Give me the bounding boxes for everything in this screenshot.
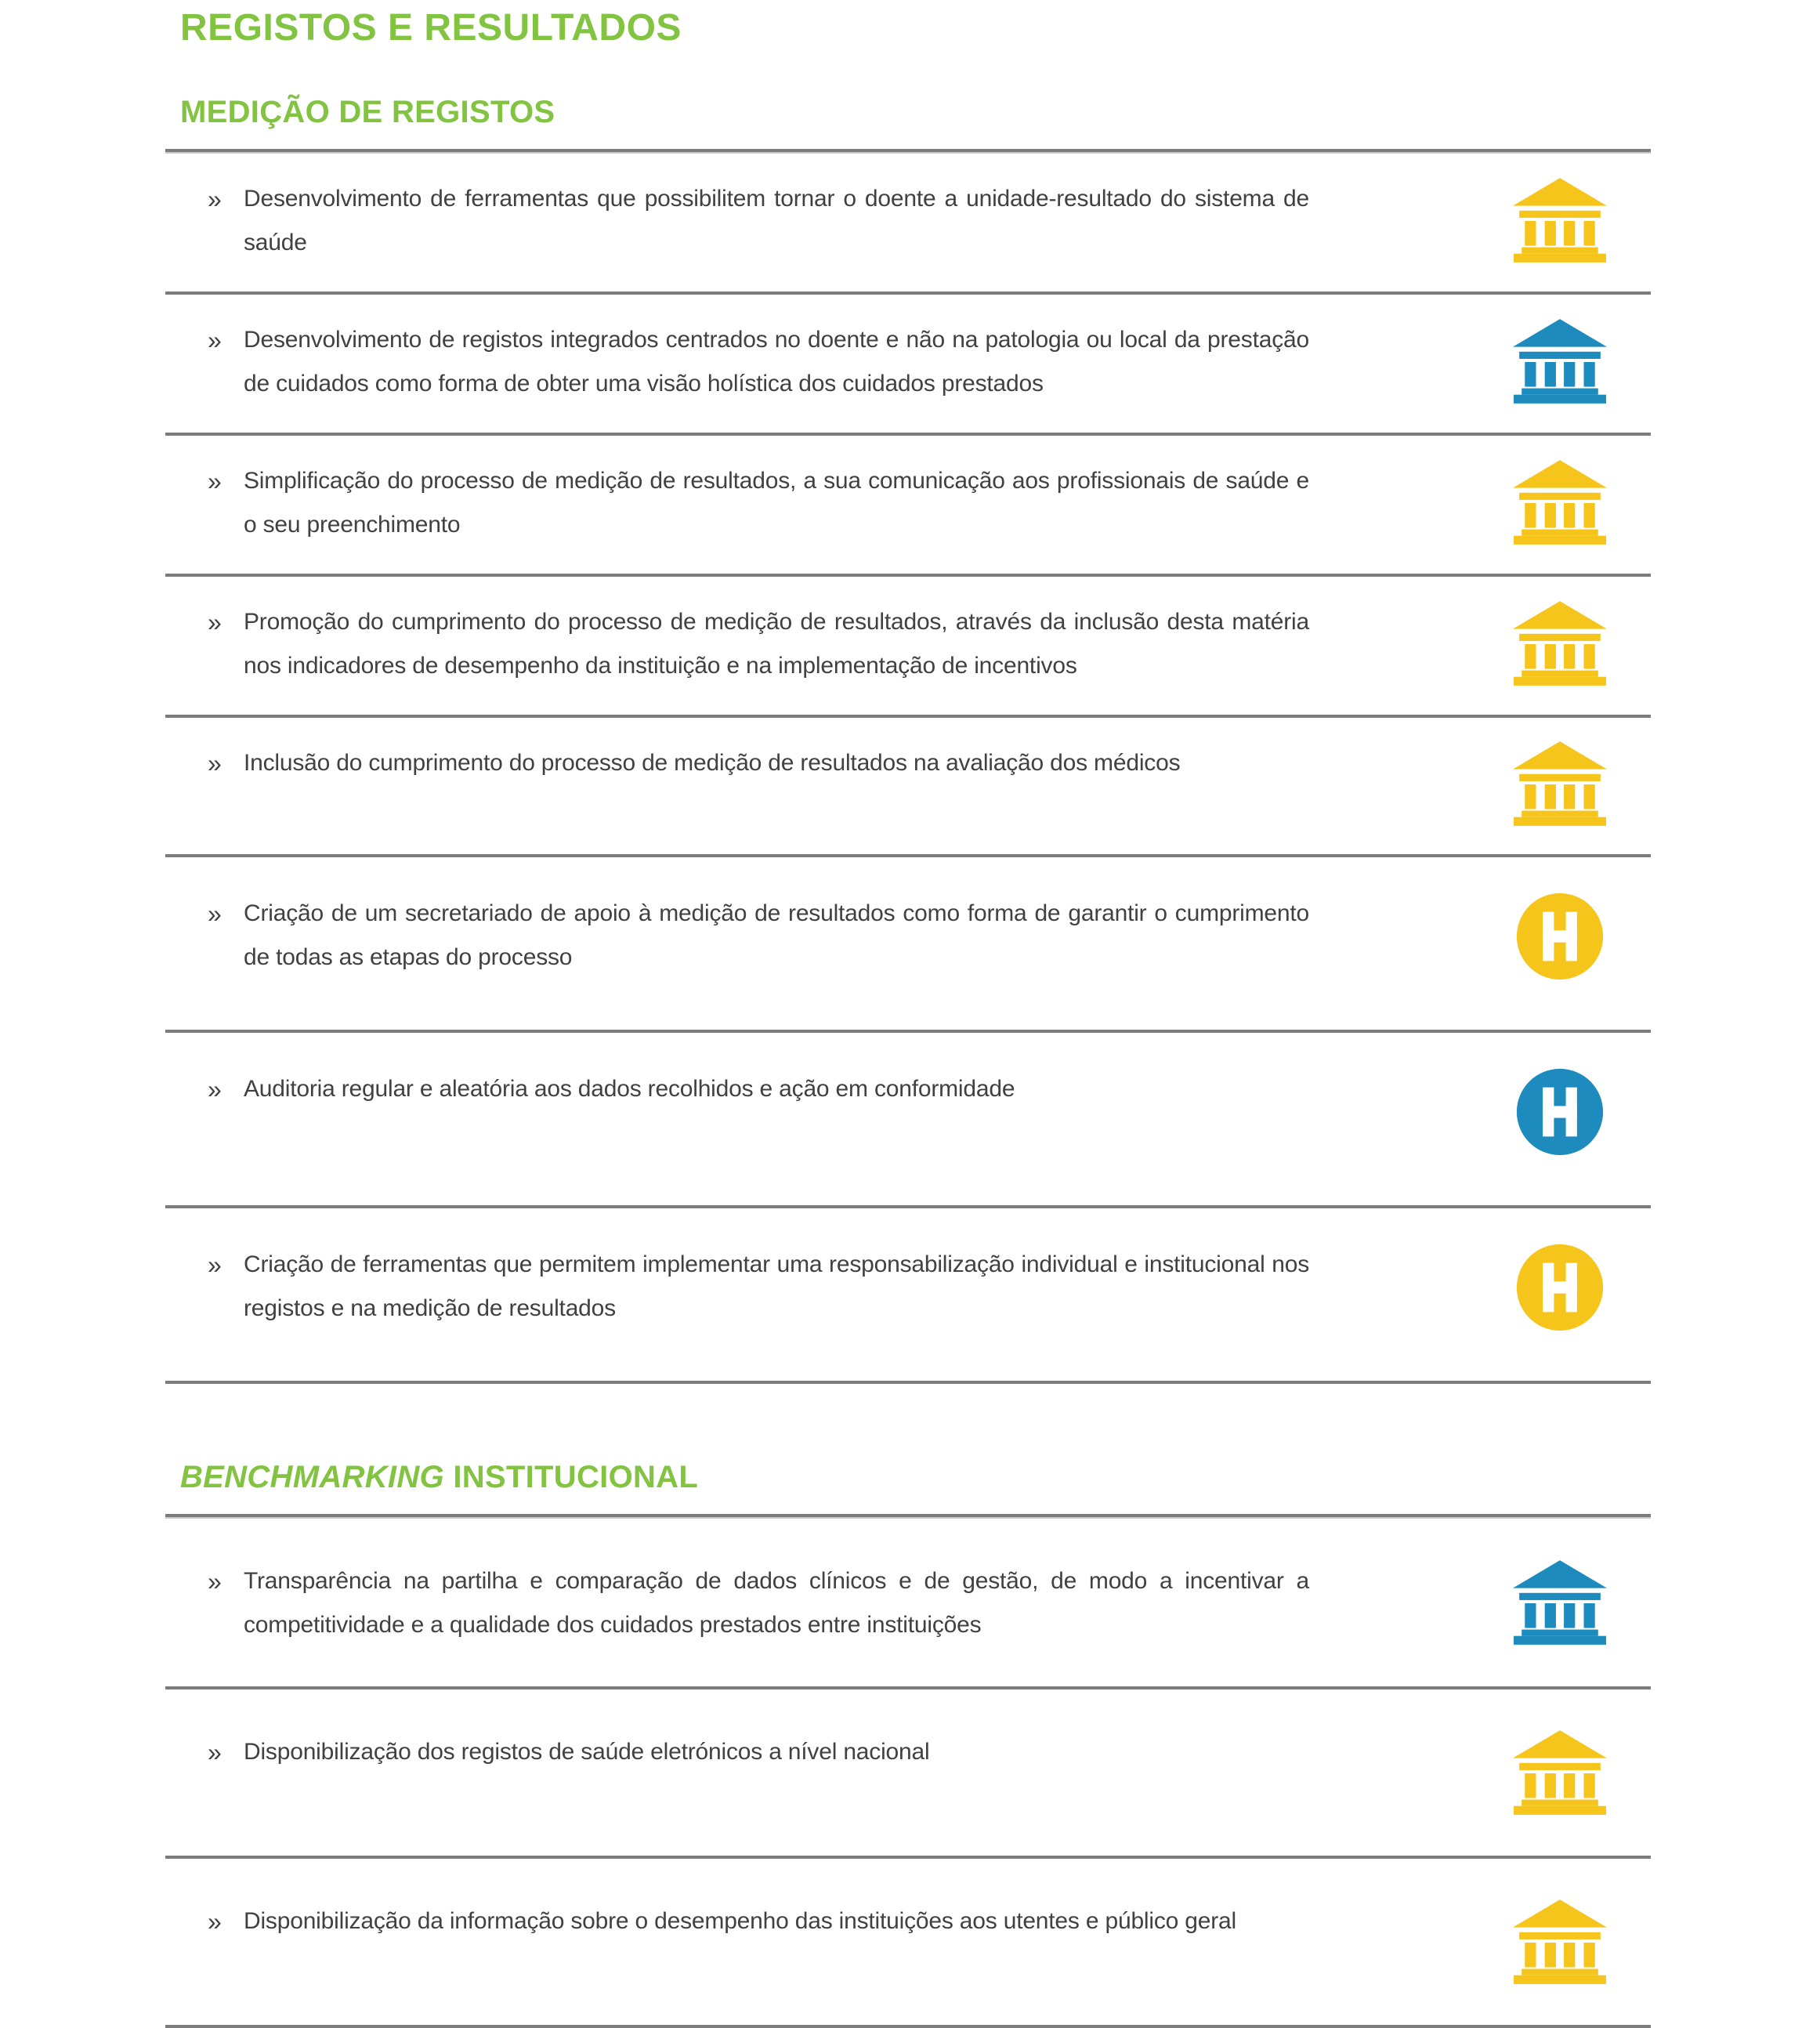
item-text: Criação de um secretariado de apoio à medição de resultados como forma de garantir o cumprimento de todas as etapas do processo bbox=[244, 900, 1309, 970]
list-item bbox=[165, 436, 1651, 577]
chevron-bullet-icon: » bbox=[208, 749, 222, 777]
list-item bbox=[165, 1033, 1651, 1208]
item-lead bbox=[208, 1067, 1309, 1111]
list-item bbox=[165, 1208, 1651, 1384]
item-lead bbox=[208, 177, 1309, 265]
item-text: Auditoria regular e aleatória aos dados recolhidos e ação em conformidade bbox=[244, 1076, 1015, 1102]
chevron-bullet-icon: » bbox=[208, 185, 222, 213]
chevron-bullet-icon: » bbox=[208, 326, 222, 354]
hospital-icon bbox=[1515, 892, 1605, 981]
item-icon-slot bbox=[1485, 892, 1634, 981]
institution-icon bbox=[1512, 1899, 1608, 1986]
item-lead bbox=[208, 1730, 1309, 1774]
item-text: Desenvolvimento de ferramentas que possibilitem tornar o doente a unidade-resultado do sistema de saúde bbox=[244, 186, 1309, 255]
item-lead bbox=[208, 1559, 1309, 1647]
chevron-bullet-icon: » bbox=[208, 467, 222, 495]
item-text: Promoção do cumprimento do processo de medição de resultados, através da inclusão desta matéria nos indicadores de desempenho da instituição e na implementação de incentivos bbox=[244, 609, 1309, 679]
section-items bbox=[165, 154, 1651, 1384]
section-title bbox=[180, 94, 1651, 130]
institution-icon bbox=[1512, 319, 1608, 405]
chevron-bullet-icon: » bbox=[208, 1251, 222, 1279]
item-text: Criação de ferramentas que permitem implementar uma responsabilização individual e institucional nos registos e na medição de resultados bbox=[244, 1251, 1309, 1321]
item-text: Inclusão do cumprimento do processo de medição de resultados na avaliação dos médicos bbox=[244, 750, 1181, 776]
item-lead bbox=[208, 459, 1309, 547]
item-text: Disponibilização dos registos de saúde eletrónicos a nível nacional bbox=[244, 1739, 930, 1765]
item-text: Transparência na partilha e comparação de dados clínicos e de gestão, de modo a incentivar a competitividade e a qualidade dos cuidados prestados entre instituições bbox=[244, 1568, 1309, 1638]
list-item bbox=[165, 577, 1651, 718]
item-icon-slot bbox=[1485, 1899, 1634, 1986]
institution-icon bbox=[1512, 1560, 1608, 1646]
item-icon-slot bbox=[1485, 178, 1634, 264]
list-item bbox=[165, 154, 1651, 295]
item-lead bbox=[208, 318, 1309, 406]
section-items bbox=[165, 1519, 1651, 2028]
institution-icon bbox=[1512, 178, 1608, 264]
item-icon-slot bbox=[1485, 1243, 1634, 1332]
institution-icon bbox=[1512, 601, 1608, 687]
chevron-bullet-icon: » bbox=[208, 1907, 222, 1936]
item-lead bbox=[208, 892, 1309, 980]
list-item bbox=[165, 1689, 1651, 1859]
item-icon-slot bbox=[1485, 319, 1634, 405]
item-icon-slot bbox=[1485, 601, 1634, 687]
item-lead bbox=[208, 741, 1309, 785]
page-title: REGISTOS E RESULTADOS bbox=[180, 7, 682, 49]
hospital-icon bbox=[1515, 1067, 1605, 1157]
list-item bbox=[165, 295, 1651, 436]
item-icon-slot bbox=[1485, 1560, 1634, 1646]
list-item bbox=[165, 1519, 1651, 1689]
chevron-bullet-icon: » bbox=[208, 900, 222, 928]
item-icon-slot bbox=[1485, 460, 1634, 546]
chevron-bullet-icon: » bbox=[208, 1738, 222, 1766]
item-text: Desenvolvimento de registos integrados centrados no doente e não na patologia ou local da prestação de cuidados como forma de obter uma visão holística dos cuidados prestados bbox=[244, 327, 1309, 397]
chevron-bullet-icon: » bbox=[208, 608, 222, 636]
section-title-italic: BENCHMARKING bbox=[180, 1460, 444, 1494]
sections-container bbox=[165, 94, 1651, 2028]
hospital-icon bbox=[1515, 1243, 1605, 1332]
institution-icon bbox=[1512, 741, 1608, 827]
section bbox=[165, 94, 1651, 1384]
item-icon-slot bbox=[1485, 741, 1634, 827]
section-title-text: MEDIÇÃO DE REGISTOS bbox=[180, 95, 555, 129]
chevron-bullet-icon: » bbox=[208, 1075, 222, 1103]
item-lead bbox=[208, 1899, 1309, 1943]
institution-icon bbox=[1512, 460, 1608, 546]
item-lead bbox=[208, 600, 1309, 688]
item-icon-slot bbox=[1485, 1730, 1634, 1816]
item-lead bbox=[208, 1243, 1309, 1331]
item-text: Disponibilização da informação sobre o desempenho das instituições aos utentes e público geral bbox=[244, 1908, 1236, 1934]
institution-icon bbox=[1512, 1730, 1608, 1816]
list-item bbox=[165, 857, 1651, 1033]
section-title bbox=[180, 1459, 1651, 1495]
section bbox=[165, 1459, 1651, 2028]
item-icon-slot bbox=[1485, 1067, 1634, 1157]
section-title-text: INSTITUCIONAL bbox=[443, 1460, 699, 1494]
list-item bbox=[165, 718, 1651, 857]
list-item bbox=[165, 1859, 1651, 2028]
item-text: Simplificação do processo de medição de resultados, a sua comunicação aos profissionais de saúde e o seu preenchimento bbox=[244, 468, 1309, 538]
chevron-bullet-icon: » bbox=[208, 1567, 222, 1595]
